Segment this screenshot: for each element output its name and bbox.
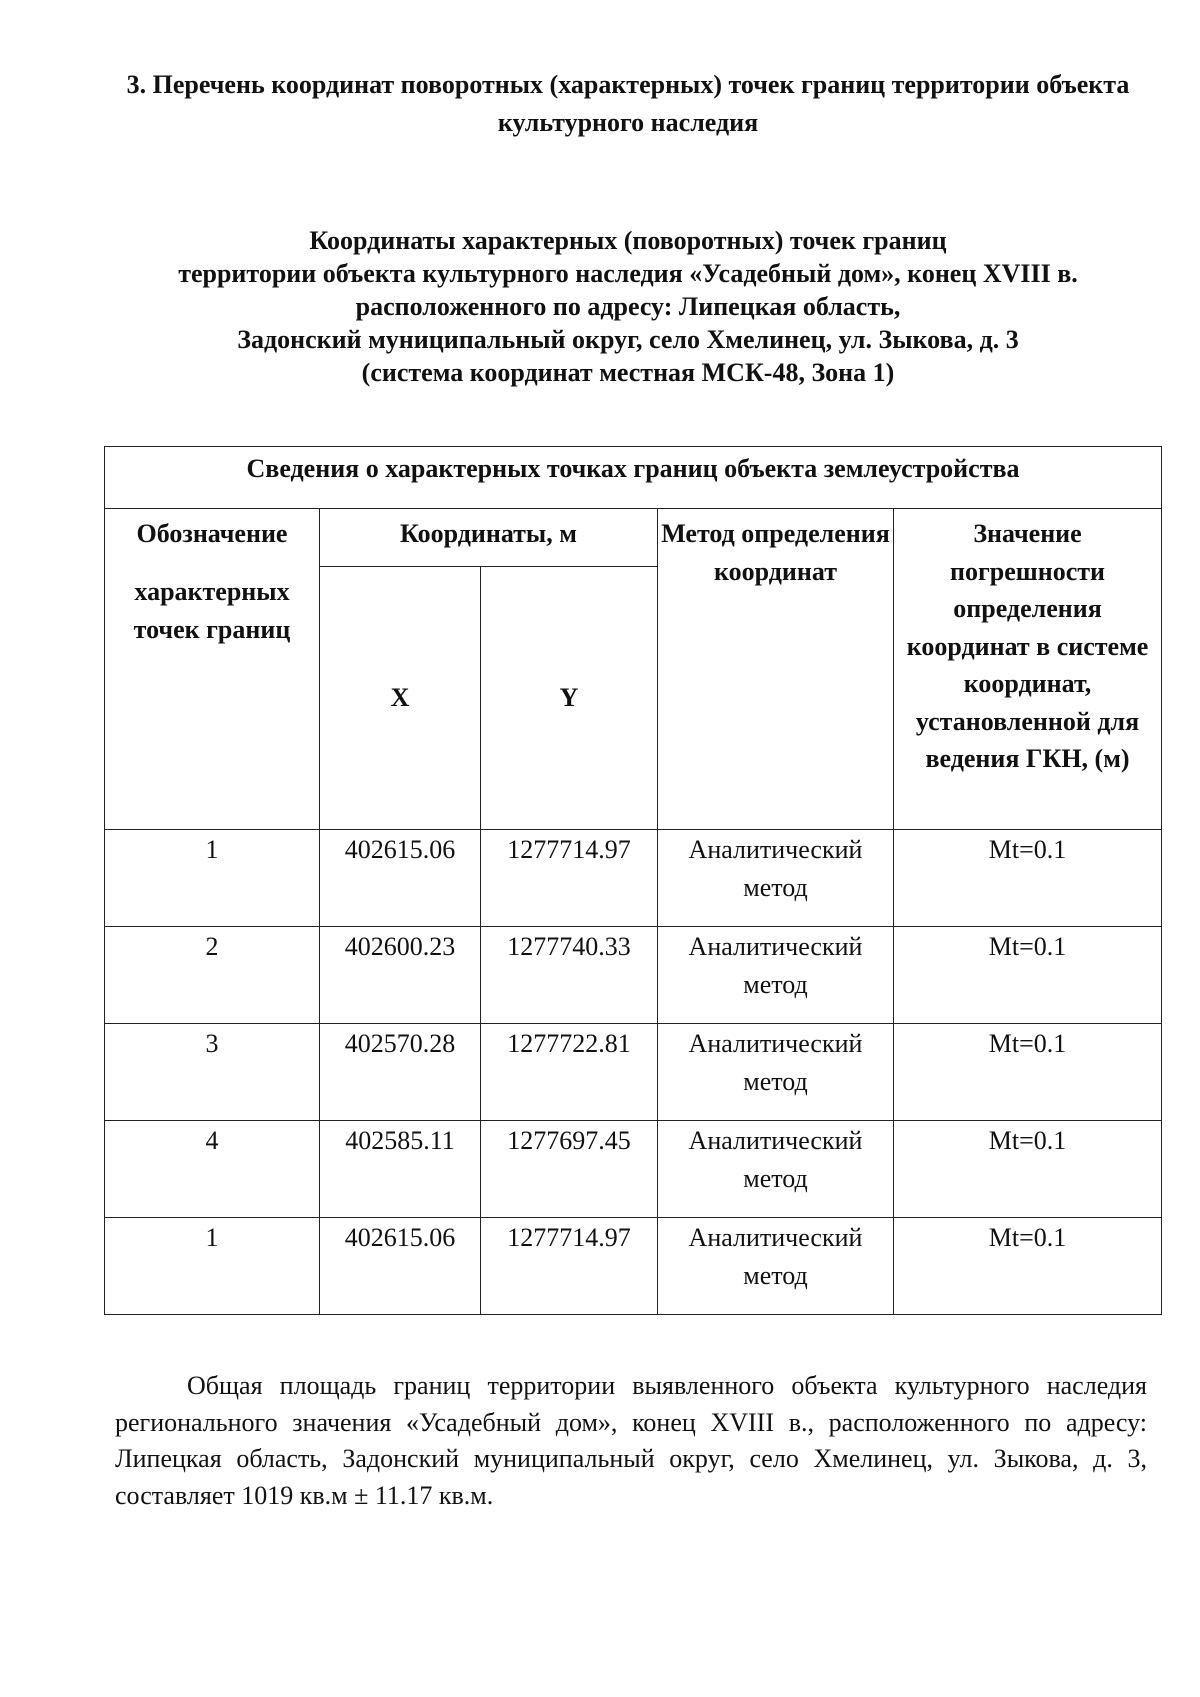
accuracy-header: Значение погрешности определения координат в системе координат, установленной для ведения ГКН, (м)	[894, 509, 1162, 830]
boundary-points-table	[104, 446, 1162, 1315]
x-value: 402615.06	[320, 830, 481, 927]
area-summary: Общая площадь границ территории выявленного объекта культурного наследия регионального значения «Усадебный дом», конец XVIII в., расположенного по адресу: Липецкая область, Задонский муниципальный округ, село Хмелинец, ул. Зыкова, д. 3, составляет 1019 кв.м ± 11.17 кв.м.	[115, 1371, 1147, 1510]
point-number: 4	[105, 1121, 320, 1218]
method-value: Аналитический метод	[658, 1121, 894, 1218]
coordinates-heading	[110, 224, 1146, 389]
coordinates-heading-line: территории объекта культурного наследия «Усадебный дом», конец XVIII в.	[178, 259, 1078, 288]
point-number: 1	[105, 830, 320, 927]
section-title: 3. Перечень координат поворотных (характерных) точек границ территории объекта культурного наследия	[126, 70, 1130, 137]
y-value: 1277714.97	[481, 830, 658, 927]
y-value: 1277697.45	[481, 1121, 658, 1218]
method-header: Метод определения координат	[658, 509, 894, 830]
table-row	[105, 927, 1162, 1024]
coordinates-heading-line: (система координат местная МСК-48, Зона 1)	[361, 358, 895, 387]
designation-header	[105, 509, 320, 830]
coordinates-heading-line: расположенного по адресу: Липецкая область,	[355, 292, 901, 321]
point-number: 2	[105, 927, 320, 1024]
x-value: 402615.06	[320, 1218, 481, 1315]
method-value: Аналитический метод	[658, 1024, 894, 1121]
accuracy-value: Mt=0.1	[894, 927, 1162, 1024]
x-value: 402570.28	[320, 1024, 481, 1121]
table-row	[105, 1024, 1162, 1121]
accuracy-value: Mt=0.1	[894, 1024, 1162, 1121]
point-number: 3	[105, 1024, 320, 1121]
accuracy-value: Mt=0.1	[894, 1121, 1162, 1218]
method-value: Аналитический метод	[658, 927, 894, 1024]
designation-header-line: Обозначение	[136, 519, 288, 548]
method-value: Аналитический метод	[658, 830, 894, 927]
x-value: 402585.11	[320, 1121, 481, 1218]
accuracy-value: Mt=0.1	[894, 830, 1162, 927]
table-row	[105, 1121, 1162, 1218]
y-header: Y	[481, 567, 658, 830]
x-value: 402600.23	[320, 927, 481, 1024]
coordinates-header: Координаты, м	[320, 509, 658, 567]
y-value: 1277714.97	[481, 1218, 658, 1315]
table-caption: Сведения о характерных точках границ объекта землеустройства	[105, 447, 1162, 509]
designation-header-line: характерных точек границ	[133, 577, 291, 644]
method-value: Аналитический метод	[658, 1218, 894, 1315]
x-header: X	[320, 567, 481, 830]
accuracy-value: Mt=0.1	[894, 1218, 1162, 1315]
coordinates-heading-line: Задонский муниципальный округ, село Хмелинец, ул. Зыкова, д. 3	[237, 325, 1019, 354]
table-row	[105, 830, 1162, 927]
coordinates-heading-line: Координаты характерных (поворотных) точек границ	[309, 226, 947, 255]
table-row	[105, 1218, 1162, 1315]
point-number: 1	[105, 1218, 320, 1315]
y-value: 1277722.81	[481, 1024, 658, 1121]
y-value: 1277740.33	[481, 927, 658, 1024]
